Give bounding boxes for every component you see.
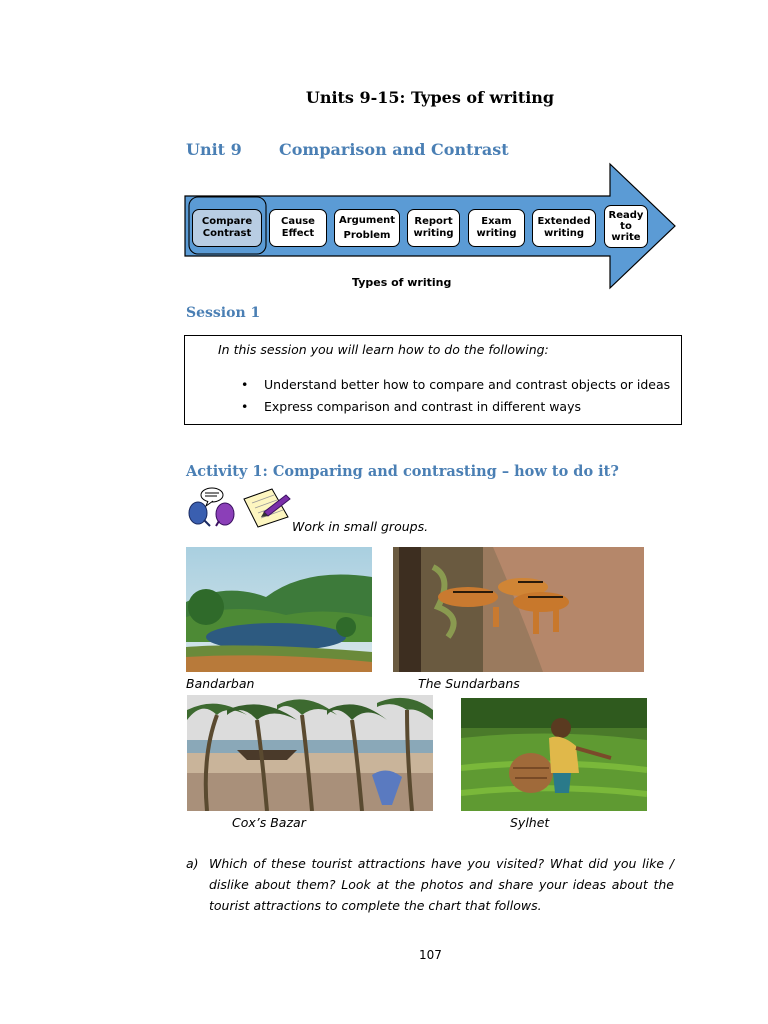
coxs-bazar-photo [187, 695, 433, 811]
flow-step-line: write [611, 232, 641, 243]
flow-step-line: Cause [281, 216, 315, 227]
objectives-intro: In this session you will learn how to do the following: [218, 342, 549, 357]
flow-step-ready-to-write [604, 205, 648, 248]
diagram-caption: Types of writing [352, 276, 452, 289]
photo-caption: The Sundarbans [418, 676, 520, 691]
page-number: 107 [419, 948, 442, 962]
discussion-icon [186, 486, 238, 528]
bullet-icon: • [241, 377, 249, 392]
writing-icon [242, 487, 292, 529]
learning-objectives-box [184, 335, 682, 425]
flow-step-cause-effect [269, 209, 327, 247]
activity-instruction: Work in small groups. [292, 519, 429, 534]
flow-step-line: Compare [201, 216, 253, 227]
unit-name: Comparison and Contrast [279, 140, 509, 159]
flow-step-compare-contrast [192, 209, 262, 247]
bullet-icon: • [241, 399, 249, 414]
flow-step-line: Exam [481, 216, 512, 227]
flow-step-line: Contrast [202, 228, 252, 239]
photo-caption: Cox’s Bazar [232, 815, 306, 830]
flow-step-line: writing [476, 228, 517, 239]
flow-step-argument-problem [334, 209, 400, 247]
objective-item: Express comparison and contrast in different ways [264, 399, 581, 414]
sundarbans-photo [393, 547, 644, 672]
flow-step-line: Problem [343, 230, 391, 241]
activity-heading: Activity 1: Comparing and contrasting – how to do it? [186, 463, 619, 480]
flow-step-extended-writing [532, 209, 596, 247]
question-text: Which of these tourist attractions have you visited? What did you like / dislike about them? Look at the photos and share your ideas about the tourist attractions to complete the chart that follows. [209, 856, 674, 913]
flow-step-line: to [620, 221, 632, 232]
photo-caption: Sylhet [510, 815, 550, 830]
flow-step-report-writing [407, 209, 460, 247]
flow-step-line: writing [413, 228, 454, 239]
flow-step-line: Effect [281, 228, 315, 239]
arrow-shape [0, 0, 768, 300]
unit-number: Unit 9 [186, 140, 242, 159]
flow-step-line: writing [543, 228, 585, 239]
session-heading: Session 1 [186, 305, 261, 321]
objective-item: Understand better how to compare and contrast objects or ideas [264, 377, 671, 392]
flow-step-exam-writing [468, 209, 525, 247]
flow-step-line: Ready [608, 210, 644, 221]
photo-caption: Bandarban [186, 676, 255, 691]
flow-step-line: Report [414, 216, 453, 227]
page-title: Units 9-15: Types of writing [305, 88, 555, 107]
bandarban-photo [186, 547, 372, 672]
writing-types-diagram [0, 0, 768, 300]
sylhet-photo [461, 698, 647, 811]
question-label: a) [186, 856, 199, 871]
flow-step-line: Argument [338, 215, 396, 226]
flow-step-line: Extended [537, 216, 591, 227]
